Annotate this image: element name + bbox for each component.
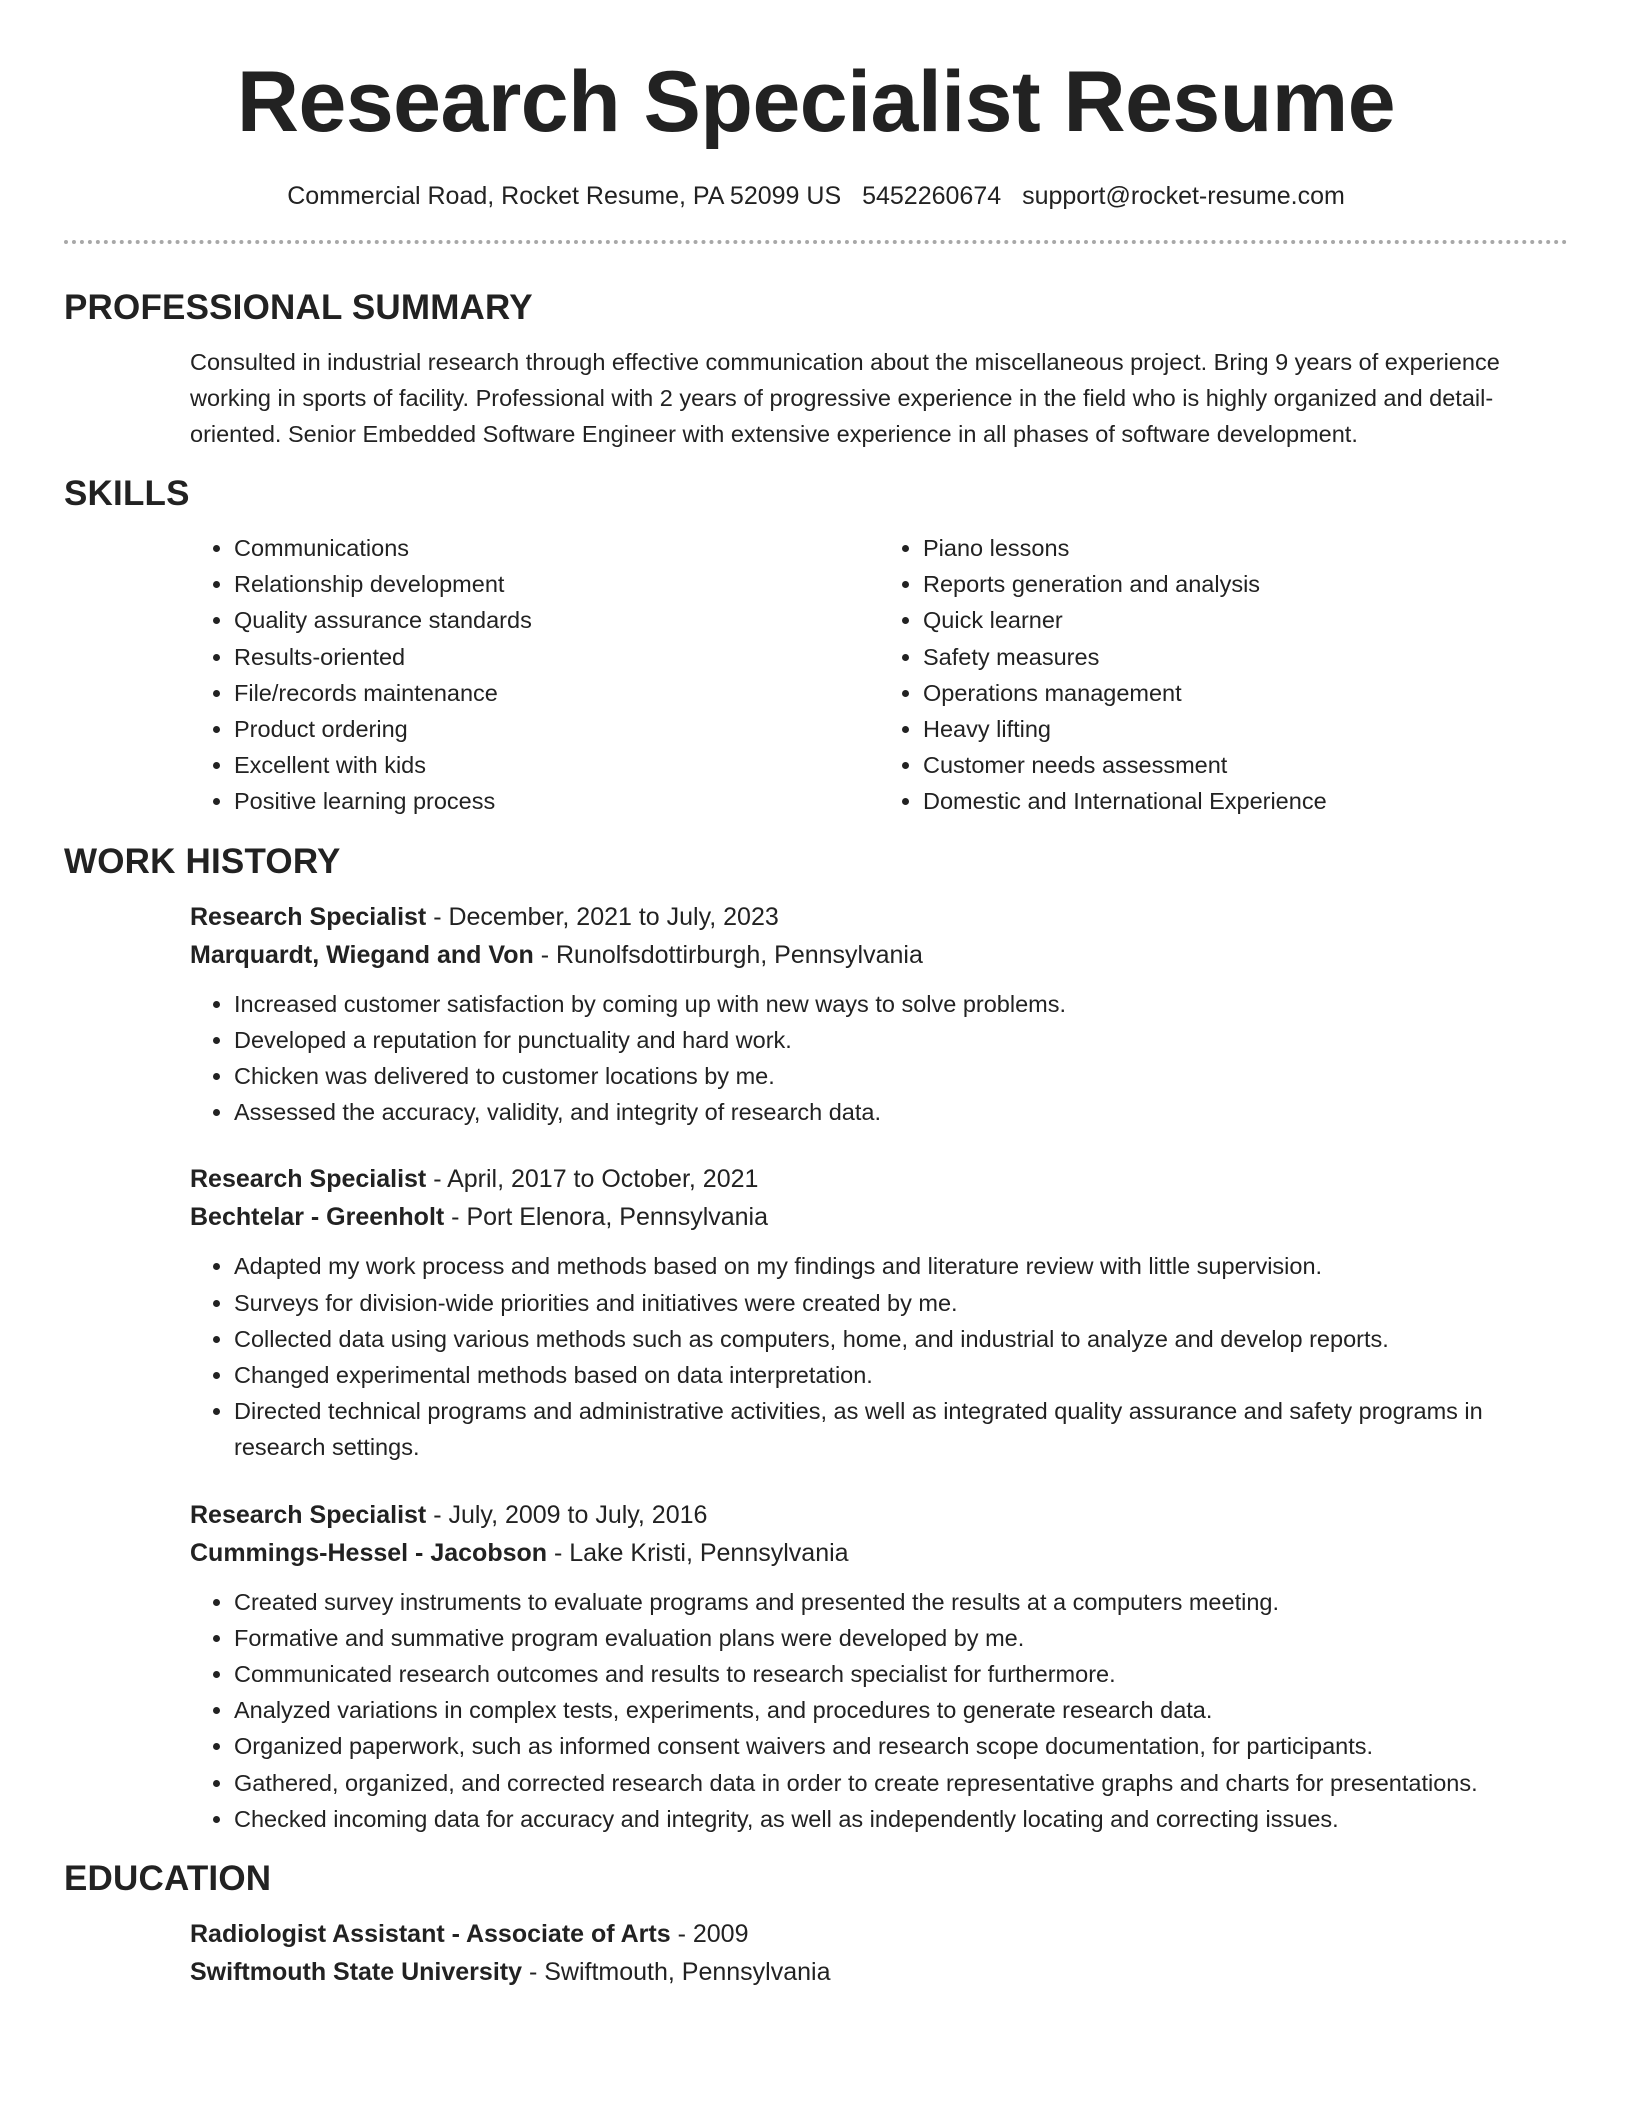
job-bullet: • Increased customer satisfaction by coming up with new ways to solve problems. [234, 986, 1568, 1022]
job-bullet: • Developed a reputation for punctuality and hard work. [234, 1022, 1568, 1058]
summary-heading: PROFESSIONAL SUMMARY [64, 288, 533, 327]
job-bullets [190, 1584, 1568, 1837]
skill-item: • Positive learning process [234, 783, 879, 819]
education-degree-line [190, 1915, 1568, 1953]
header-divider [64, 240, 1568, 244]
job-company: Cummings-Hessel - Jacobson [190, 1538, 548, 1567]
skills-list [190, 530, 1568, 820]
skill-item: • File/records maintenance [234, 675, 879, 711]
job-dates: - April, 2017 to October, 2021 [426, 1165, 759, 1194]
job-bullet: • Communicated research outcomes and results to research specialist for furthermore. [234, 1656, 1568, 1692]
job-bullet: • Collected data using various methods such as computers, home, and industrial to analyze and develop reports. [234, 1321, 1568, 1357]
contact-email: support@rocket-resume.com [1022, 182, 1345, 210]
job-entry [190, 1496, 1568, 1837]
job-title: Research Specialist [190, 1500, 427, 1529]
job-dates: - December, 2021 to July, 2023 [426, 902, 779, 931]
job-bullet: • Assessed the accuracy, validity, and integrity of research data. [234, 1094, 1568, 1130]
job-company-line [190, 936, 1568, 974]
job-company-line [190, 1534, 1568, 1572]
job-title-line [190, 898, 1568, 936]
job-company: Marquardt, Wiegand and Von [190, 940, 534, 969]
skill-item: • Customer needs assessment [923, 747, 1568, 783]
job-bullet: • Organized paperwork, such as informed consent waivers and research scope documentation, for participants. [234, 1728, 1568, 1764]
education-entry [190, 1915, 1568, 1991]
job-bullet: • Analyzed variations in complex tests, experiments, and procedures to generate research data. [234, 1692, 1568, 1728]
job-entry [190, 1160, 1568, 1465]
contact-line [64, 180, 1568, 212]
education-location: - Swiftmouth, Pennsylvania [522, 1958, 831, 1987]
job-bullet: • Gathered, organized, and corrected research data in order to create representative graphs and charts for presentations. [234, 1765, 1568, 1801]
education-heading: EDUCATION [64, 1859, 272, 1899]
skill-item: • Quick learner [923, 602, 1568, 638]
job-title: Research Specialist [190, 1165, 427, 1194]
work-heading: WORK HISTORY [64, 841, 341, 881]
job-bullet: • Created survey instruments to evaluate programs and presented the results at a computers meeting. [234, 1584, 1568, 1620]
skill-item: • Heavy lifting [923, 711, 1568, 747]
job-location: - Lake Kristi, Pennsylvania [547, 1538, 849, 1567]
skill-item: • Operations management [923, 675, 1568, 711]
job-title: Research Specialist [190, 902, 427, 931]
job-bullet: • Surveys for division-wide priorities and initiatives were created by me. [234, 1285, 1568, 1321]
job-bullet: • Checked incoming data for accuracy and integrity, as well as independently locating and correcting issues. [234, 1801, 1568, 1837]
job-entry [190, 898, 1568, 1131]
skill-item: • Reports generation and analysis [923, 566, 1568, 602]
education-school: Swiftmouth State University [190, 1958, 522, 1987]
resume-title: Research Specialist Resume [236, 54, 1396, 150]
job-location: - Port Elenora, Pennsylvania [444, 1203, 769, 1232]
skills-heading: SKILLS [64, 474, 190, 513]
job-title-line [190, 1160, 1568, 1198]
skill-item: • Results-oriented [234, 639, 879, 675]
job-bullets [190, 986, 1568, 1131]
education-degree: Radiologist Assistant - Associate of Arts [190, 1920, 671, 1949]
skill-item: • Domestic and International Experience [923, 783, 1568, 819]
job-bullet: • Formative and summative program evaluation plans were developed by me. [234, 1620, 1568, 1656]
skill-item: • Product ordering [234, 711, 879, 747]
summary-text: Consulted in industrial research through effective communication about the miscellaneous project. Bring 9 years of experience working in sports of facility. Professional with 2 years of progressive experience in the field who is highly organized and detail-oriented. Senior Embedded Software Engineer with extensive experience in all phases of software development. [190, 349, 1500, 447]
skill-item: • Communications [234, 530, 879, 566]
skill-item: • Excellent with kids [234, 747, 879, 783]
skills-column-left [190, 530, 879, 820]
skills-column-right [879, 530, 1568, 820]
job-dates: - July, 2009 to July, 2016 [426, 1500, 708, 1529]
job-bullet: • Directed technical programs and administrative activities, as well as integrated quality assurance and safety programs in research settings. [234, 1393, 1568, 1465]
skill-item: • Piano lessons [923, 530, 1568, 566]
skill-item: • Quality assurance standards [234, 602, 879, 638]
job-location: - Runolfsdottirburgh, Pennsylvania [533, 940, 923, 969]
education-year: - 2009 [670, 1920, 749, 1949]
education-school-line [190, 1953, 1568, 1991]
job-bullet: • Chicken was delivered to customer locations by me. [234, 1058, 1568, 1094]
skill-item: • Relationship development [234, 566, 879, 602]
job-bullets [190, 1248, 1568, 1465]
job-company-line [190, 1198, 1568, 1236]
job-bullet: • Changed experimental methods based on data interpretation. [234, 1357, 1568, 1393]
skill-item: • Safety measures [923, 639, 1568, 675]
job-company: Bechtelar - Greenholt [190, 1203, 445, 1232]
job-title-line [190, 1496, 1568, 1534]
contact-address: Commercial Road, Rocket Resume, PA 52099 US [287, 182, 842, 210]
job-bullet: • Adapted my work process and methods based on my findings and literature review with little supervision. [234, 1248, 1568, 1284]
contact-phone: 5452260674 [862, 182, 1002, 210]
